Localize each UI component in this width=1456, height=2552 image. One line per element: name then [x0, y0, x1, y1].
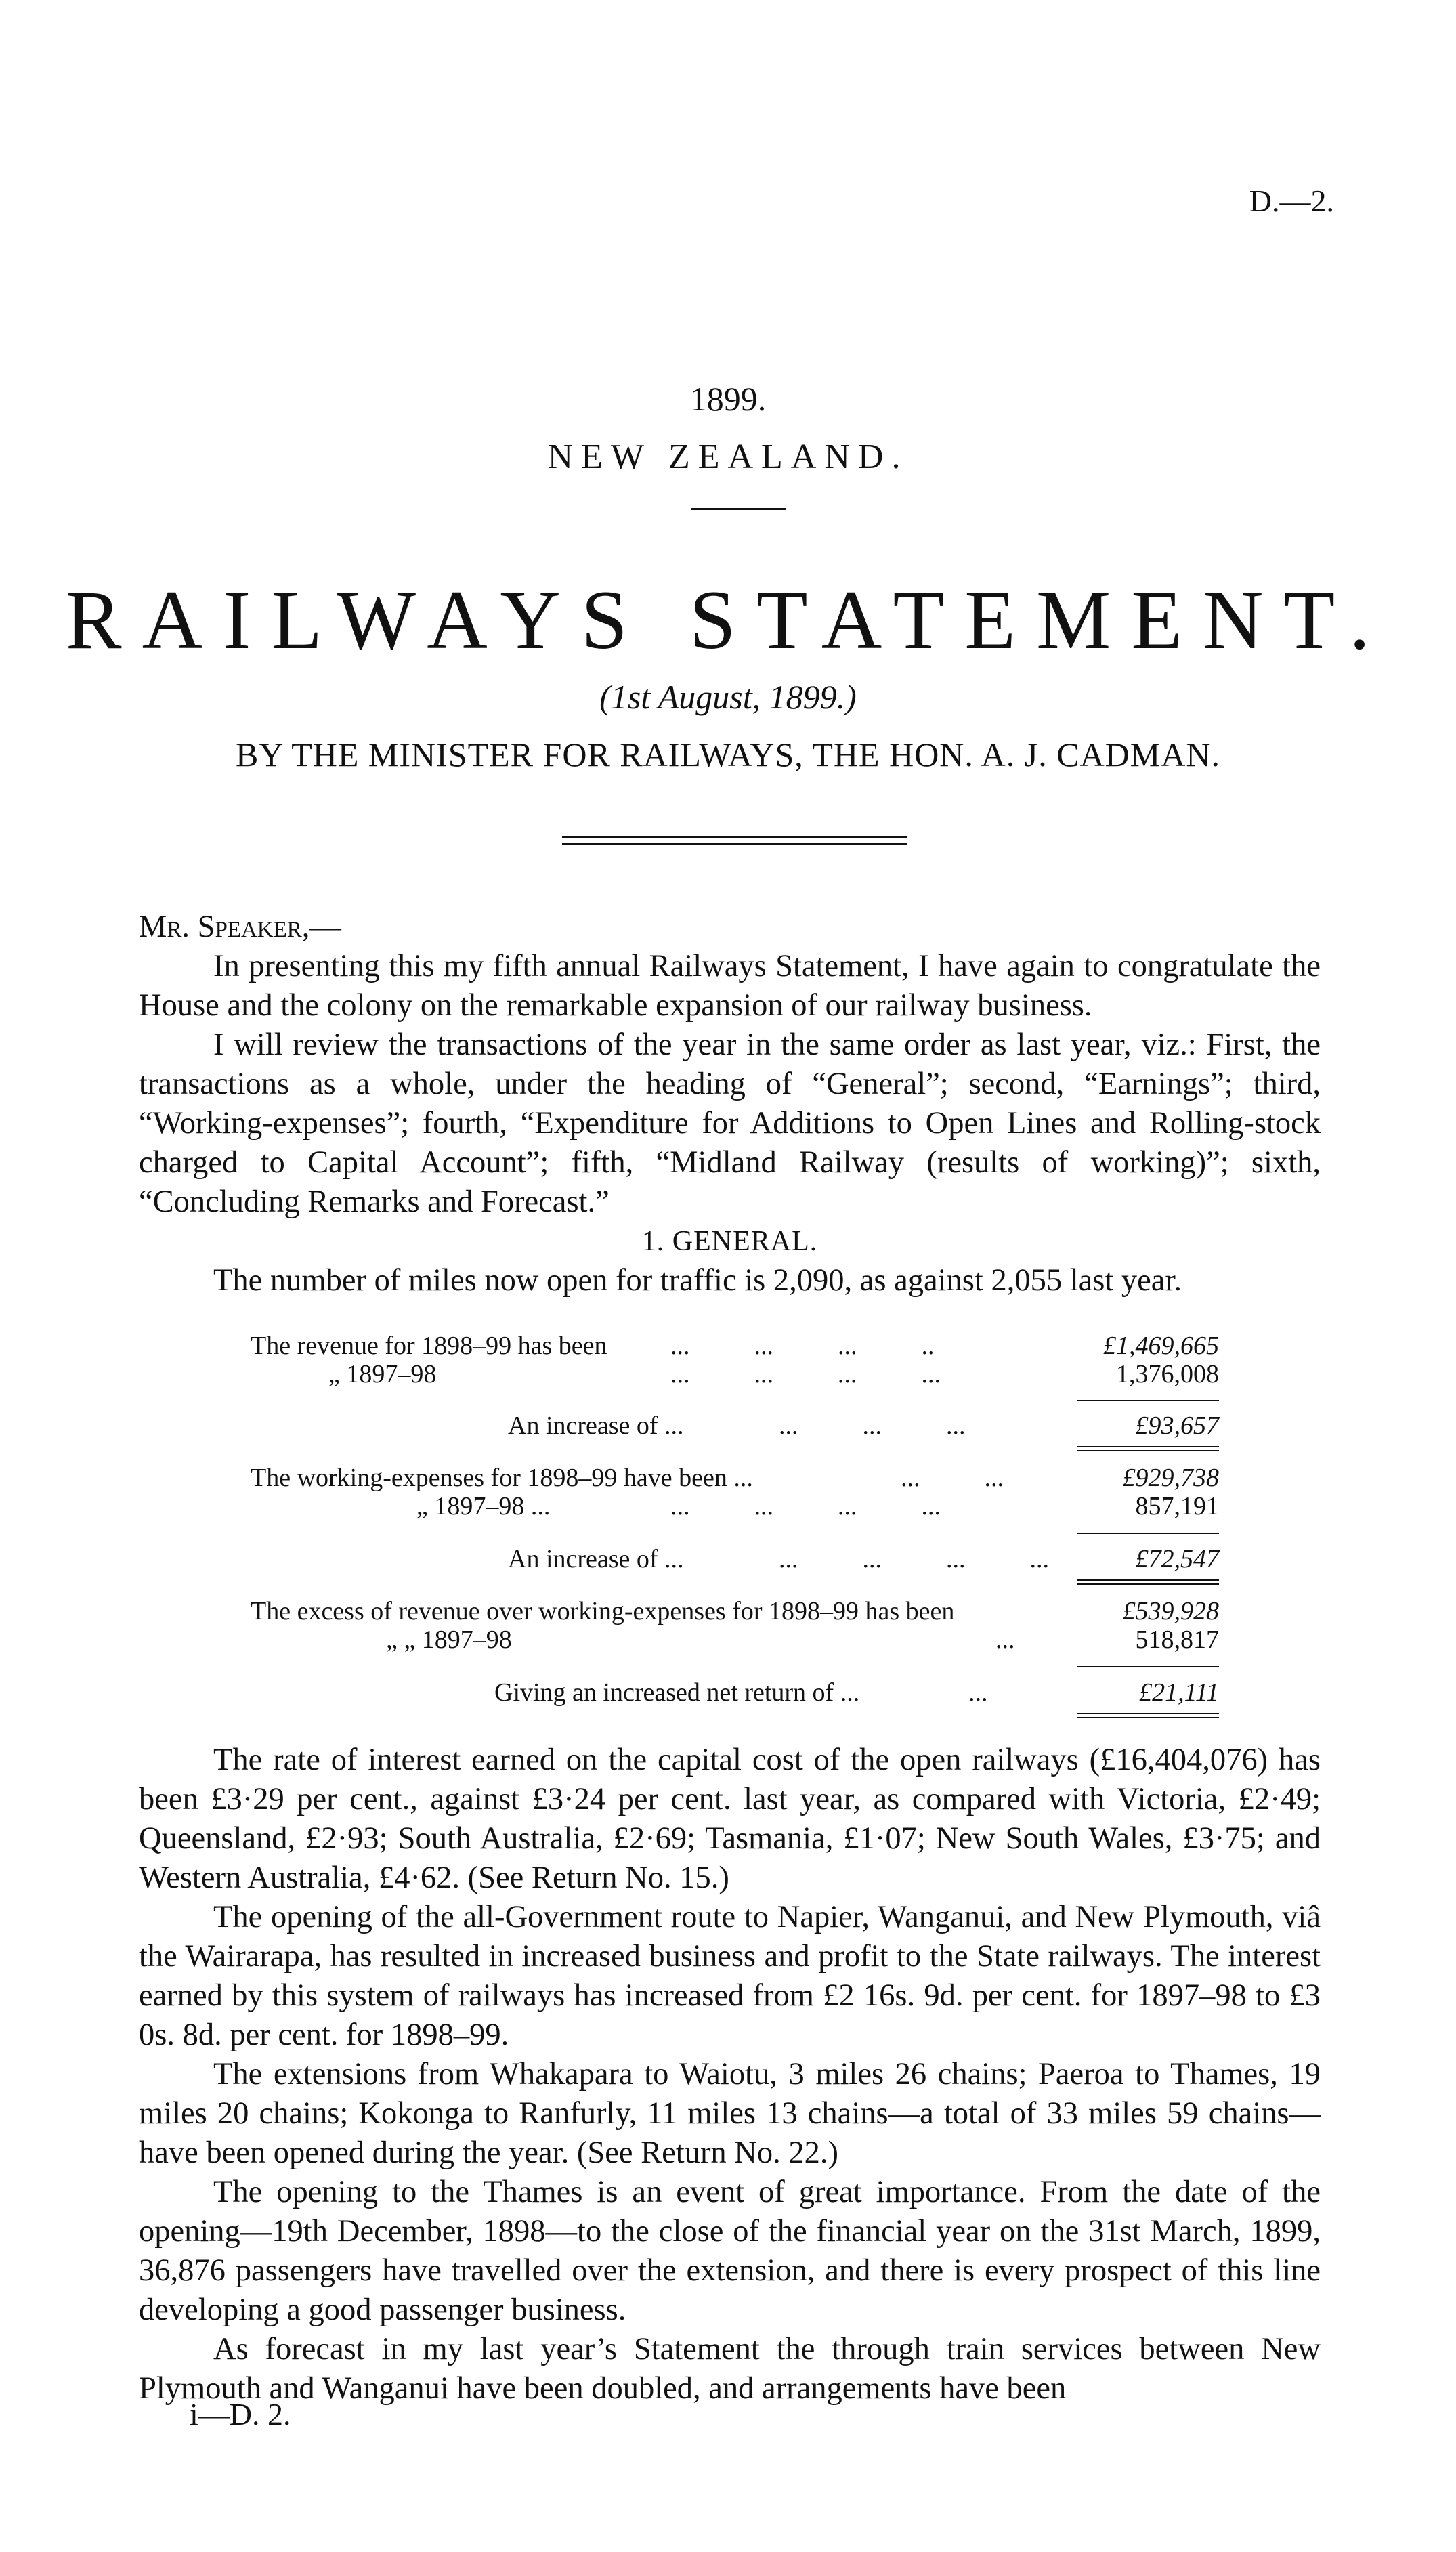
- paragraph-interest-rate: The rate of interest earned on the capital cost of the open railways (£16,404,076) has been £3·29 per cent., against £3·24 per cent. last year, as compared with Victoria, £2·49; Queensland, £2·93; South Australia, £2·69; Tasmania, £1·07; New South Wales, £3·75; and Western Australia, £4·62. (See Return No. 15.): [139, 1743, 1321, 1895]
- section-heading-general: 1. GENERAL.: [641, 1226, 818, 1257]
- table-row: [251, 1678, 1219, 1710]
- table-row-leader: ... ... ...: [779, 1411, 966, 1440]
- intro-block: [139, 908, 1321, 1300]
- sum-rule: [1077, 1400, 1219, 1401]
- table-row-leader: ... ... ... ...: [670, 1492, 941, 1520]
- total-double-rule: [1077, 1446, 1219, 1451]
- sum-rule: [1077, 1533, 1219, 1534]
- body-block: [139, 1741, 1321, 2408]
- revenue-table: [251, 1331, 1219, 1744]
- table-row: [251, 1411, 1219, 1443]
- table-row: [251, 1491, 1219, 1524]
- total-double-rule: [1077, 1579, 1219, 1585]
- table-row-leader: ... ...: [901, 1464, 1004, 1492]
- table-row-value: 1,376,008: [1116, 1360, 1219, 1388]
- table-row-leader: ... ... ... ...: [779, 1545, 1049, 1573]
- table-row-leader: ...: [968, 1678, 988, 1707]
- table-row: [251, 1331, 1219, 1363]
- table-row-value: £93,657: [1135, 1411, 1219, 1440]
- byline: BY THE MINISTER FOR RAILWAYS, THE HON. A. J. CADMAN.: [236, 736, 1220, 773]
- table-row: [251, 1544, 1219, 1577]
- table-row-label: „ „ 1897–98: [386, 1625, 512, 1654]
- table-row-label: The excess of revenue over working-expenses for 1898–99 has been: [251, 1597, 955, 1625]
- table-row-label: An increase of ...: [508, 1411, 684, 1440]
- paragraph-intro: In presenting this my fifth annual Railways Statement, I have again to congratulate the House and the colony on the remarkable expansion of our railway business.: [139, 949, 1321, 1023]
- table-row-label: The working-expenses for 1898–99 have been ...: [251, 1464, 753, 1492]
- page-reference: D.—2.: [1249, 184, 1334, 218]
- table-row: [251, 1463, 1219, 1495]
- table-row-value: £72,547: [1135, 1545, 1219, 1573]
- table-row-value: £21,111: [1139, 1678, 1219, 1707]
- paragraph-thames-opening: The opening to the Thames is an event of great importance. From the date of the opening—19th December, 1898—to the close of the financial year on the 31st March, 1899, 36,876 passengers have travelled over the extension, and there is every prospect of this line developing a good passenger business.: [139, 2175, 1321, 2327]
- paragraph-extensions: The extensions from Whakapara to Waiotu, 3 miles 26 chains; Paeroa to Thames, 19 miles 20 chains; Kokonga to Ranfurly, 11 miles 13 chains—a total of 33 miles 59 chains—have been opened during the year. (See Return No. 22.): [139, 2057, 1321, 2170]
- sum-rule: [1077, 1666, 1219, 1667]
- paragraph-train-services: As forecast in my last year’s Statement the through train services between New Plymouth and Wanganui have been doubled, and arrangements have been: [139, 2332, 1321, 2406]
- table-row-label: „ 1897–98 ...: [416, 1492, 551, 1520]
- total-double-rule: [1077, 1713, 1219, 1718]
- paragraph-miles-open: The number of miles now open for traffic is 2,090, as against 2,055 last year.: [213, 1263, 1182, 1298]
- table-row-leader: ...: [995, 1625, 1015, 1654]
- table-row-value: 857,191: [1135, 1492, 1219, 1520]
- table-row-value: £929,738: [1122, 1464, 1219, 1492]
- document-year: 1899.: [689, 380, 767, 418]
- signature-mark: i—D. 2.: [190, 2397, 291, 2431]
- table-row-label: The revenue for 1898–99 has been: [251, 1332, 607, 1360]
- statement-date: (1st August, 1899.): [599, 678, 857, 716]
- salutation: Mr. Speaker,—: [139, 910, 341, 944]
- table-row: [251, 1596, 1219, 1629]
- table-row: [251, 1625, 1219, 1657]
- table-row-value: 518,817: [1135, 1625, 1219, 1654]
- country-heading: NEW ZEALAND.: [547, 438, 909, 476]
- table-row-value: £539,928: [1122, 1597, 1219, 1625]
- paragraph-review-order: I will review the transactions of the year in the same order as last year, viz.: First, the transactions as a whole, under the heading of “General”; second, “Earnings”; third, “Working-expenses”; fourth, “Expenditure for Additions to Open Lines and Rolling-stock charged to Capital Account”; fifth, “Midland Railway (results of working)”; sixth, “Concluding Remarks and Forecast.”: [139, 1027, 1321, 1219]
- paragraph-government-route: The opening of the all-Government route to Napier, Wanganui, and New Plymouth, viâ the Wairarapa, has resulted in increased business and profit to the State railways. The interest earned by this system of railways has increased from £2 16s. 9d. per cent. for 1897–98 to £3 0s. 8d. per cent. for 1898–99.: [139, 1900, 1321, 2052]
- table-row-leader: ... ... ... ...: [670, 1360, 941, 1388]
- table-row-label: An increase of ...: [508, 1545, 684, 1573]
- table-row-leader: ... ... ... ..: [670, 1332, 935, 1360]
- table-row-value: £1,469,665: [1103, 1332, 1219, 1360]
- table-row-label: Giving an increased net return of ...: [494, 1678, 860, 1707]
- table-row: [251, 1359, 1219, 1392]
- table-row-label: „ 1897–98: [328, 1360, 437, 1388]
- double-rule: [562, 836, 907, 845]
- page-title: RAILWAYS STATEMENT.: [65, 574, 1391, 666]
- short-rule: [691, 508, 786, 510]
